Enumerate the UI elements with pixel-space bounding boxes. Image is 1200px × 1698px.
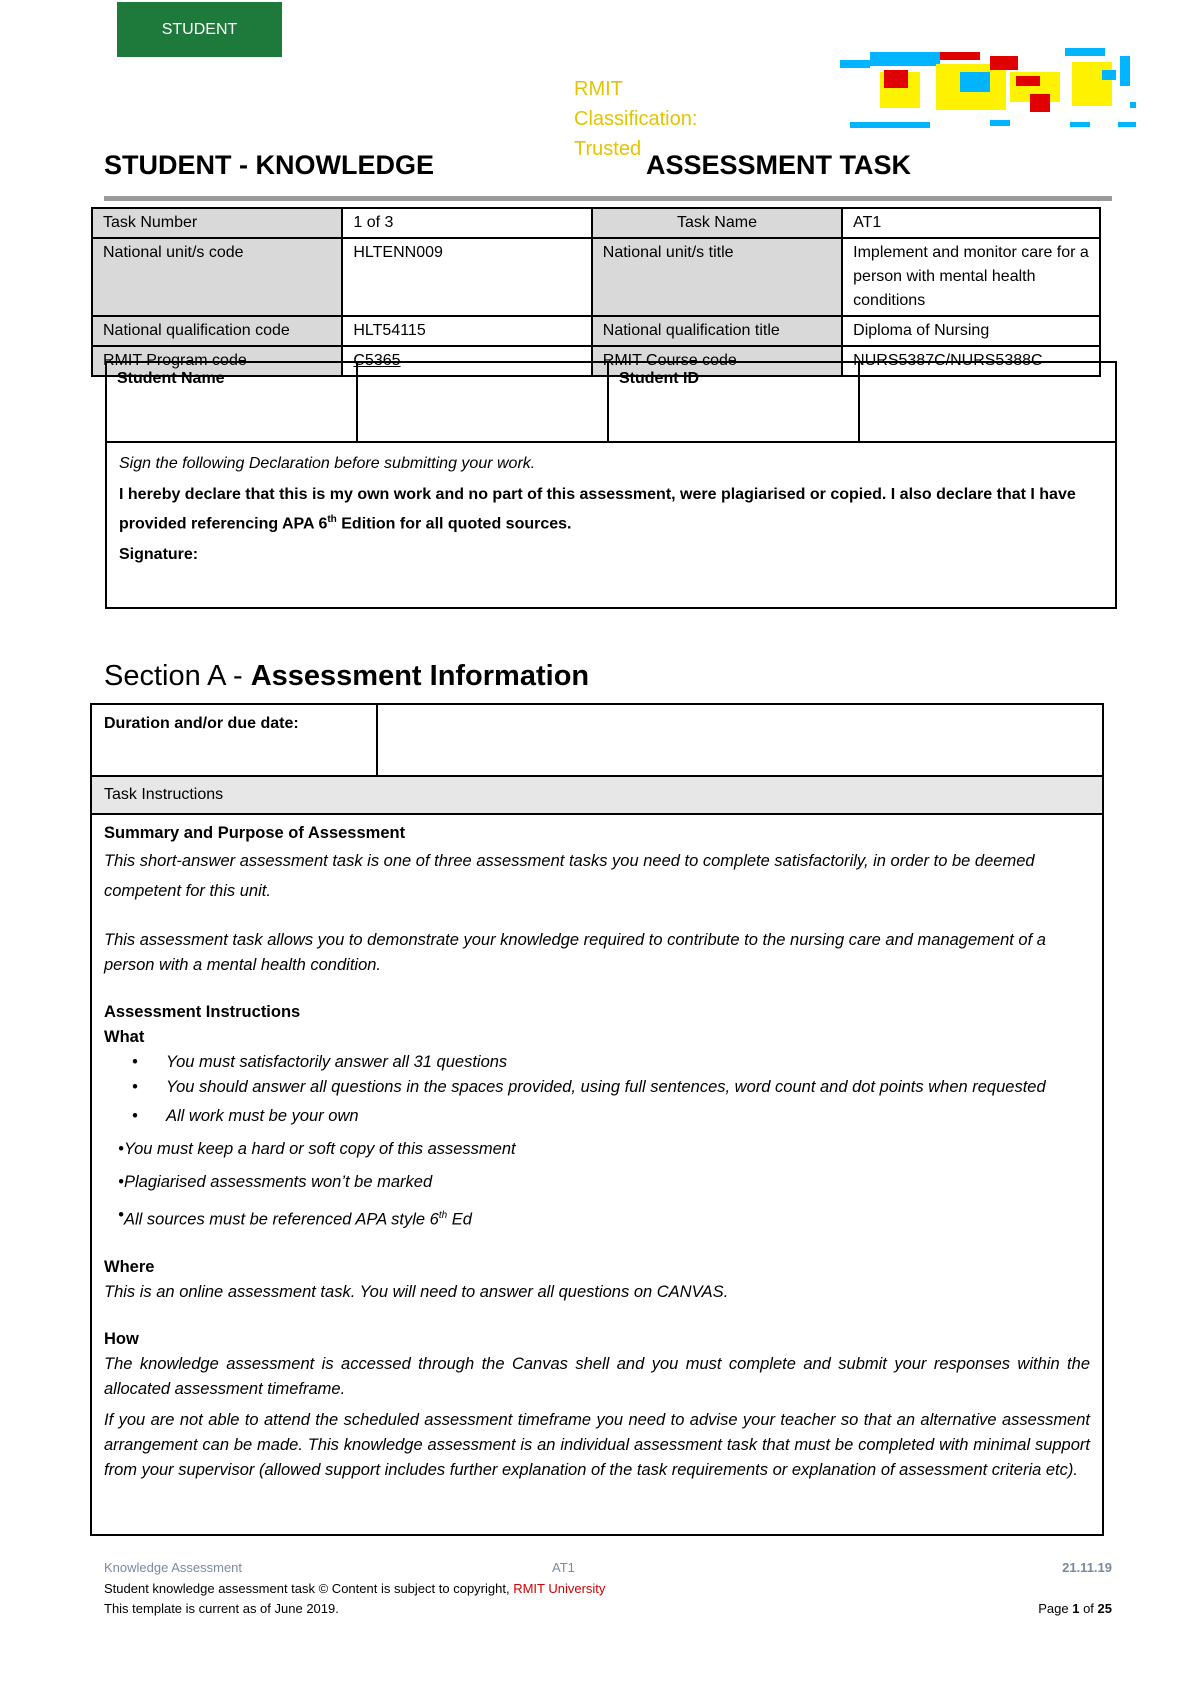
- due-date-label: Duration and/or due date:: [92, 705, 378, 775]
- student-badge: STUDENT: [117, 2, 282, 57]
- header-title-right: ASSESSMENT TASK: [646, 150, 912, 180]
- header-divider: [104, 196, 1112, 201]
- where-text: This is an online assessment task. You will need to answer all questions on CANVAS.: [104, 1282, 729, 1301]
- unit-title-value: Implement and monitor care for a person with mental health conditions: [842, 238, 1100, 316]
- footer-template: This template is current as of June 2019. Page 1 of 25: [104, 1601, 1112, 1616]
- course-code-value: NURS5387C/NURS5388C: [842, 346, 1100, 376]
- unit-code-label: National unit/s code: [92, 238, 342, 316]
- header-title-left: STUDENT - KNOWLEDGE: [104, 150, 434, 180]
- list-item: • You must keep a hard or soft copy of this assessment: [118, 1140, 516, 1158]
- table-row: [107, 363, 1115, 441]
- qual-code-label: National qualification code: [92, 316, 342, 346]
- list-item: • You should answer all questions in the spaces provided, using full sentences, word count and dot points when requested: [132, 1078, 1046, 1096]
- program-code-value[interactable]: C5365: [342, 346, 591, 376]
- list-item: • All sources must be referenced APA style 6th Ed: [118, 1206, 472, 1229]
- summary-heading: Summary and Purpose of Assessment: [104, 824, 406, 842]
- declaration: [107, 443, 1115, 581]
- list-item: • All work must be your own: [132, 1107, 359, 1125]
- program-code-label: RMIT Program code: [92, 346, 342, 376]
- where-heading: Where: [104, 1257, 155, 1276]
- page-number: Page 1 of 25: [1038, 1601, 1112, 1616]
- table-row: [92, 208, 1100, 238]
- task-number-label: Task Number: [92, 208, 342, 238]
- table-row: [92, 238, 1100, 316]
- student-name-field[interactable]: [357, 363, 608, 441]
- task-name-label: Task Name: [592, 208, 842, 238]
- student-declaration-box: [105, 361, 1117, 609]
- section-title: Section A - Assessment Information: [104, 660, 590, 692]
- classification-label: RMIT Classification: Trusted: [574, 78, 698, 160]
- summary-paragraph: This assessment task allows you to demonstrate your knowledge required to contribute to the nursing care and management of a person with a mental health condition.: [104, 931, 1046, 974]
- task-name-value: AT1: [842, 208, 1100, 238]
- how-paragraph: If you are not able to attend the scheduled assessment timeframe you need to advise your teacher so that an alternative assessment arrangement can be made. This knowledge assessment is an individual assessment task that must be completed with minimal support from your supervisor (allowed support includes further explanation of the task requirements or explanation of assessment criteria etc).: [104, 1410, 1090, 1479]
- unit-code-value: HLTENN009: [342, 238, 591, 316]
- due-date-field[interactable]: [378, 705, 1102, 775]
- footer-doc-type: Knowledge Assessment: [104, 1560, 243, 1575]
- list-item: • Plagiarised assessments won’t be marked: [118, 1173, 433, 1191]
- declaration-instruction: Sign the following Declaration before submitting your work.: [119, 455, 536, 472]
- footer-date: 21.11.19: [1062, 1560, 1112, 1575]
- task-info-table: [91, 207, 1101, 377]
- course-code-label: RMIT Course code: [592, 346, 842, 376]
- declaration-text: I hereby declare that this is my own work and no part of this assessment, were plagiarised or copied. I also declare that I have provided referencing APA 6th Edition for all quoted sources.: [119, 486, 1076, 533]
- instructions-content: [92, 815, 1102, 1489]
- task-instructions-heading: Task Instructions: [92, 777, 1102, 815]
- unit-title-label: National unit/s title: [592, 238, 842, 316]
- what-heading: What: [104, 1028, 145, 1046]
- qual-code-value: HLT54115: [342, 316, 591, 346]
- student-id-label: Student ID: [608, 363, 859, 441]
- table-row: [92, 316, 1100, 346]
- instructions-heading: Assessment Instructions: [104, 1003, 301, 1021]
- rmit-university-link[interactable]: RMIT University: [513, 1581, 606, 1596]
- summary-paragraph: This short-answer assessment task is one of three assessment tasks you need to complete satisfactorily, in order to be deemed competent for this unit.: [104, 852, 1035, 900]
- student-id-field[interactable]: [859, 363, 1115, 441]
- list-item: • You must satisfactorily answer all 31 questions: [132, 1053, 508, 1071]
- rmit-logo-icon: [840, 42, 1140, 147]
- assessment-info-box: [90, 703, 1104, 1536]
- task-number-value: 1 of 3: [342, 208, 591, 238]
- footer-copyright: Student knowledge assessment task © Content is subject to copyright, RMIT University: [104, 1581, 606, 1596]
- qual-title-value: Diploma of Nursing: [842, 316, 1100, 346]
- footer-task-code: AT1: [552, 1560, 575, 1575]
- student-name-label: Student Name: [107, 363, 357, 441]
- how-heading: How: [104, 1329, 139, 1348]
- qual-title-label: National qualification title: [592, 316, 842, 346]
- signature-label: Signature:: [119, 546, 199, 564]
- how-paragraph: The knowledge assessment is accessed through the Canvas shell and you must complete and submit your responses within the allocated assessment timeframe.: [104, 1354, 1090, 1398]
